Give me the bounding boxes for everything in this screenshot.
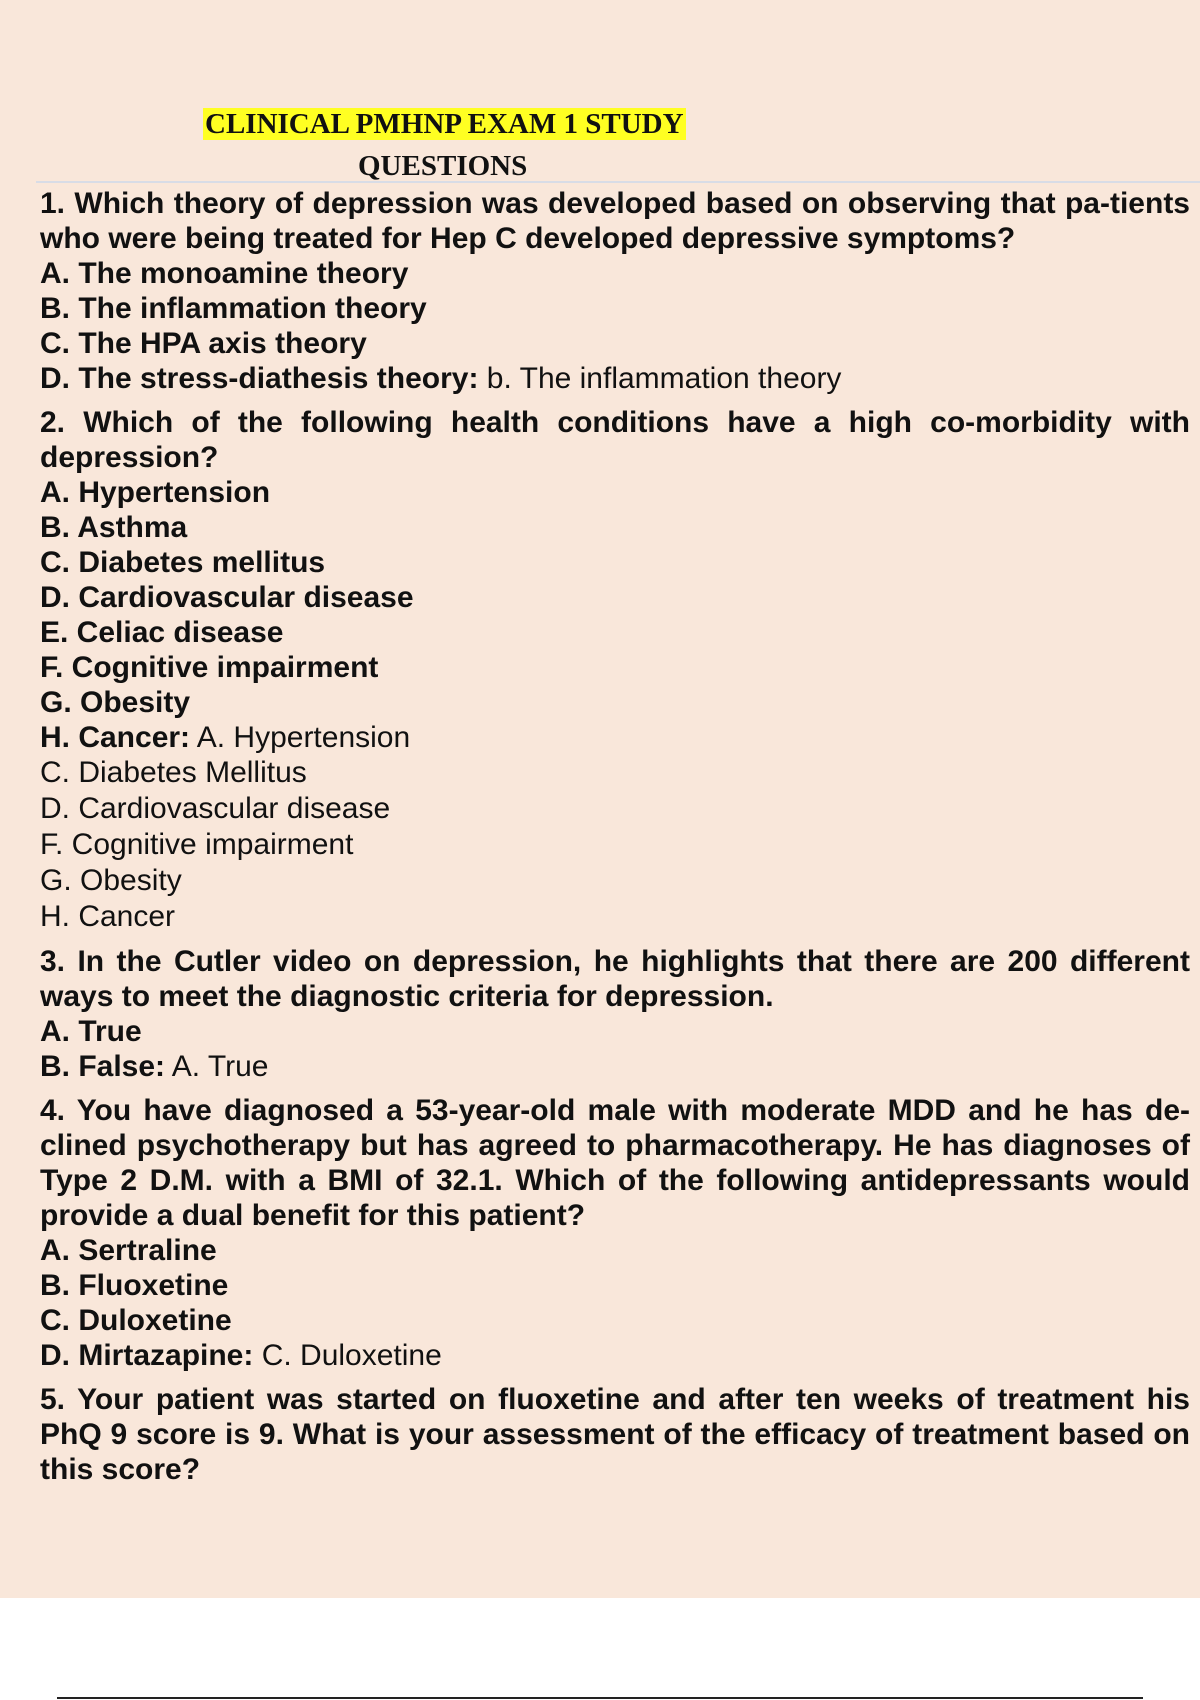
option: A. The monoamine theory	[40, 257, 409, 290]
question-text: 1. Which theory of depression was developed based on observing that pa-tients who were being treated for Hep C developed depressive symptoms?	[40, 187, 1190, 255]
answer-line: G. Obesity	[40, 864, 182, 897]
question-2	[40, 405, 1190, 935]
question-text: 2. Which of the following health conditions have a high co-morbidity with depression?	[40, 406, 1190, 474]
answer-text: A. True	[165, 1050, 269, 1083]
option-label: H. Cancer:	[40, 721, 191, 754]
answer-text: A. Hypertension	[190, 721, 411, 754]
option: A. True	[40, 1015, 142, 1048]
title-line-1	[203, 104, 686, 144]
option-with-answer	[40, 720, 1190, 755]
title-divider	[36, 181, 1200, 183]
question-1	[40, 186, 1190, 396]
option-with-answer	[40, 361, 1190, 396]
option-label: D. The stress-diathesis theory:	[40, 362, 479, 395]
question-text: 3. In the Cutler video on depression, he highlights that there are 200 different ways to meet the diagnostic criteria for depression.	[40, 945, 1190, 1013]
option: A. Sertraline	[40, 1234, 217, 1267]
question-3	[40, 944, 1190, 1084]
option: B. Asthma	[40, 511, 188, 544]
option: G. Obesity	[40, 686, 191, 719]
answer-line: D. Cardiovascular disease	[40, 792, 391, 825]
option-with-answer	[40, 1338, 1190, 1373]
questions-list	[40, 186, 1190, 1496]
option: C. Duloxetine	[40, 1304, 232, 1337]
answer-line: C. Diabetes Mellitus	[40, 756, 307, 789]
answer-text: b. The inflammation theory	[478, 362, 842, 395]
option: B. The inflammation theory	[40, 292, 427, 325]
option: D. Cardiovascular disease	[40, 581, 414, 614]
question-4	[40, 1093, 1190, 1373]
question-text: 4. You have diagnosed a 53-year-old male with moderate MDD and he has de-clined psychotherapy but has agreed to pharmacotherapy. He has diagnoses of Type 2 D.M. with a BMI of 32.1. Which of the following antidepressants would provide a dual benefit for this patient?	[40, 1094, 1190, 1232]
title-highlight: CLINICAL PMHNP EXAM 1 STUDY	[205, 108, 684, 140]
option: C. The HPA axis theory	[40, 327, 367, 360]
answer-line: F. Cognitive impairment	[40, 828, 354, 861]
option: F. Cognitive impairment	[40, 651, 379, 684]
option-label: B. False:	[40, 1050, 166, 1083]
question-5	[40, 1382, 1190, 1487]
option: B. Fluoxetine	[40, 1269, 229, 1302]
title-line-2: QUESTIONS	[358, 150, 528, 182]
question-text: 5. Your patient was started on fluoxetine and after ten weeks of treatment his PhQ 9 score is 9. What is your assessment of the efficacy of treatment based on this score?	[40, 1383, 1190, 1486]
answer-text: C. Duloxetine	[253, 1339, 442, 1372]
option: E. Celiac disease	[40, 616, 284, 649]
option-label: D. Mirtazapine:	[40, 1339, 254, 1372]
option: A. Hypertension	[40, 476, 271, 509]
option-with-answer	[40, 1049, 1190, 1084]
footer-rule	[57, 1697, 1143, 1699]
answer-line: H. Cancer	[40, 900, 176, 933]
option: C. Diabetes mellitus	[40, 546, 326, 579]
